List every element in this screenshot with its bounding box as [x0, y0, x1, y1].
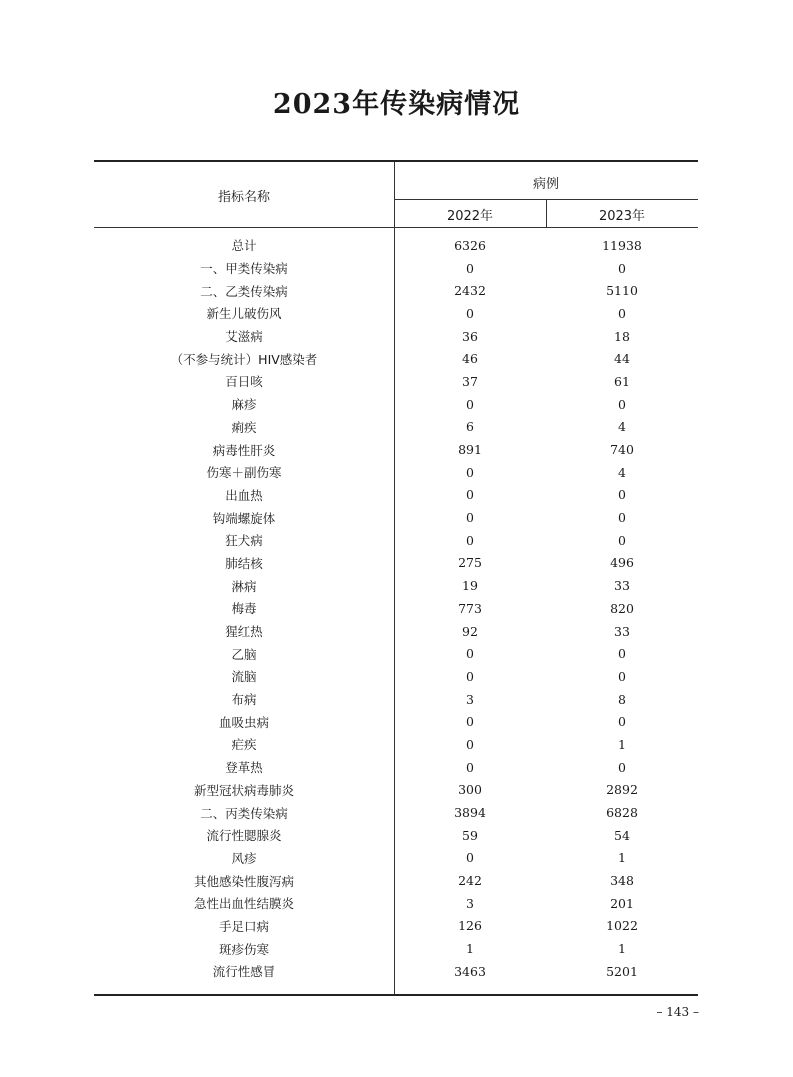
value-2023-cell: 201: [610, 895, 634, 911]
value-2023-cell: 0: [618, 487, 626, 503]
value-2023-cell: 0: [618, 668, 626, 684]
table-row: [94, 325, 698, 348]
header-divider-upper: [394, 199, 698, 200]
value-2022-cell: 46: [462, 351, 478, 367]
indicator-name-cell: 流行性感冒: [212, 964, 276, 980]
value-2023-cell: 0: [618, 714, 626, 730]
value-2023-cell: 0: [618, 646, 626, 662]
indicator-name-cell: 疟疾: [231, 737, 257, 753]
indicator-name-cell: 淋病: [231, 578, 257, 594]
table-row: [94, 597, 698, 620]
table-row: [94, 234, 698, 257]
value-2022-cell: 6326: [454, 237, 486, 253]
table-body: [94, 234, 698, 983]
header-cases: 病例: [532, 177, 559, 192]
header-indicator-name: 指标名称: [217, 190, 270, 205]
indicator-name-cell: 出血热: [225, 487, 263, 503]
value-2022-cell: 0: [466, 714, 474, 730]
page-title: 2023年传染病情况: [272, 89, 521, 120]
table-row: [94, 937, 698, 960]
value-2023-cell: 11938: [602, 237, 642, 253]
indicator-name-cell: 斑疹伤寒: [218, 941, 269, 957]
indicator-name-cell: 手足口病: [218, 918, 269, 934]
value-2023-cell: 33: [614, 623, 630, 639]
value-2022-cell: 0: [466, 532, 474, 548]
infectious-disease-table: [94, 160, 698, 996]
value-2023-cell: 0: [618, 759, 626, 775]
value-2022-cell: 126: [458, 918, 482, 934]
header-year-2022: 2022年: [446, 209, 494, 224]
indicator-name-cell: 流脑: [231, 669, 257, 685]
value-2023-cell: 54: [614, 827, 630, 843]
value-2023-cell: 0: [618, 260, 626, 276]
value-2023-cell: 5110: [606, 283, 638, 299]
value-2022-cell: 3: [466, 895, 474, 911]
value-2022-cell: 300: [458, 782, 482, 798]
indicator-name-cell: 新型冠状病毒肺炎: [193, 782, 294, 798]
indicator-name-cell: 急性出血性结膜炎: [193, 896, 294, 912]
value-2022-cell: 0: [466, 305, 474, 321]
indicator-name-cell: 二、乙类传染病: [200, 283, 288, 299]
value-2022-cell: 59: [462, 827, 478, 843]
indicator-name-cell: 百日咳: [225, 374, 263, 390]
value-2022-cell: 19: [462, 578, 478, 594]
table-row: [94, 506, 698, 529]
value-2022-cell: 0: [466, 487, 474, 503]
value-2022-cell: 0: [466, 759, 474, 775]
table-row: [94, 642, 698, 665]
table-row: [94, 756, 698, 779]
table-row: [94, 257, 698, 280]
value-2023-cell: 44: [614, 351, 630, 367]
table-row: [94, 302, 698, 325]
value-2023-cell: 1022: [606, 918, 638, 934]
indicator-name-cell: 一、甲类传染病: [200, 261, 288, 277]
table-row: [94, 733, 698, 756]
value-2022-cell: 0: [466, 396, 474, 412]
value-2023-cell: 0: [618, 532, 626, 548]
value-2023-cell: 740: [610, 442, 634, 458]
table-row: [94, 370, 698, 393]
value-2022-cell: 0: [466, 260, 474, 276]
value-2022-cell: 242: [458, 873, 482, 889]
table-row: [94, 869, 698, 892]
table-row: [94, 847, 698, 870]
indicator-name-cell: 病毒性肝炎: [212, 442, 276, 458]
value-2023-cell: 61: [614, 373, 630, 389]
value-2022-cell: 6: [466, 419, 474, 435]
value-2022-cell: 1: [466, 941, 474, 957]
indicator-name-cell: （不参与统计）HIV感染者: [170, 351, 318, 367]
value-2023-cell: 18: [614, 328, 630, 344]
indicator-name-cell: 乙脑: [231, 646, 257, 662]
table-row: [94, 620, 698, 643]
table-row: [94, 438, 698, 461]
indicator-name-cell: 猩红热: [225, 624, 263, 640]
value-2022-cell: 0: [466, 850, 474, 866]
value-2022-cell: 0: [466, 736, 474, 752]
value-2023-cell: 2892: [606, 782, 638, 798]
value-2023-cell: 0: [618, 510, 626, 526]
indicator-name-cell: 流行性腮腺炎: [206, 828, 282, 844]
table-row: [94, 484, 698, 507]
indicator-name-cell: 狂犬病: [225, 533, 263, 549]
value-2023-cell: 4: [618, 464, 626, 480]
indicator-name-cell: 风疹: [231, 850, 257, 866]
value-2022-cell: 3463: [454, 963, 486, 979]
value-2022-cell: 0: [466, 668, 474, 684]
value-2023-cell: 496: [610, 555, 634, 571]
table-row: [94, 688, 698, 711]
table-row: [94, 665, 698, 688]
value-2022-cell: 37: [462, 373, 478, 389]
table-row: [94, 710, 698, 733]
indicator-name-cell: 梅毒: [231, 601, 257, 617]
table-row: [94, 393, 698, 416]
value-2023-cell: 33: [614, 578, 630, 594]
value-2022-cell: 92: [462, 623, 478, 639]
table-row: [94, 960, 698, 983]
table-row: [94, 801, 698, 824]
indicator-name-cell: 总计: [231, 238, 257, 254]
table-row: [94, 915, 698, 938]
value-2022-cell: 0: [466, 510, 474, 526]
indicator-name-cell: 伤寒＋副伤寒: [206, 465, 282, 481]
value-2022-cell: 3894: [454, 805, 486, 821]
table-row: [94, 461, 698, 484]
table-row: [94, 552, 698, 575]
value-2023-cell: 6828: [606, 805, 638, 821]
indicator-name-cell: 新生儿破伤风: [206, 306, 282, 322]
value-2023-cell: 820: [610, 600, 634, 616]
value-2022-cell: 0: [466, 646, 474, 662]
header-divider-lower: [94, 227, 698, 228]
page-number: – 143 –: [656, 1005, 699, 1019]
table-row: [94, 279, 698, 302]
value-2022-cell: 773: [458, 600, 482, 616]
value-2022-cell: 2432: [454, 283, 486, 299]
value-2022-cell: 3: [466, 691, 474, 707]
value-2023-cell: 0: [618, 305, 626, 321]
indicator-name-cell: 其他感染性腹泻病: [193, 873, 294, 889]
table-row: [94, 824, 698, 847]
indicator-name-cell: 艾滋病: [225, 329, 263, 345]
value-2023-cell: 8: [618, 691, 626, 707]
value-2022-cell: 275: [458, 555, 482, 571]
table-row: [94, 779, 698, 802]
header-year-2023: 2023年: [598, 209, 646, 224]
value-2022-cell: 0: [466, 464, 474, 480]
value-2023-cell: 4: [618, 419, 626, 435]
value-2023-cell: 0: [618, 396, 626, 412]
indicator-name-cell: 痢疾: [231, 419, 257, 435]
value-2023-cell: 348: [610, 873, 634, 889]
table-row: [94, 529, 698, 552]
value-2023-cell: 1: [618, 736, 626, 752]
value-2023-cell: 5201: [606, 963, 638, 979]
value-2022-cell: 891: [458, 442, 482, 458]
indicator-name-cell: 麻疹: [231, 397, 257, 413]
indicator-name-cell: 二、丙类传染病: [200, 805, 288, 821]
indicator-name-cell: 登革热: [225, 760, 263, 776]
indicator-name-cell: 布病: [231, 692, 257, 708]
value-2022-cell: 36: [462, 328, 478, 344]
table-row: [94, 416, 698, 439]
table-row: [94, 892, 698, 915]
value-2023-cell: 1: [618, 941, 626, 957]
table-row: [94, 347, 698, 370]
value-2023-cell: 1: [618, 850, 626, 866]
indicator-name-cell: 钩端螺旋体: [212, 510, 276, 526]
indicator-name-cell: 血吸虫病: [218, 714, 269, 730]
indicator-name-cell: 肺结核: [225, 555, 263, 571]
table-row: [94, 574, 698, 597]
